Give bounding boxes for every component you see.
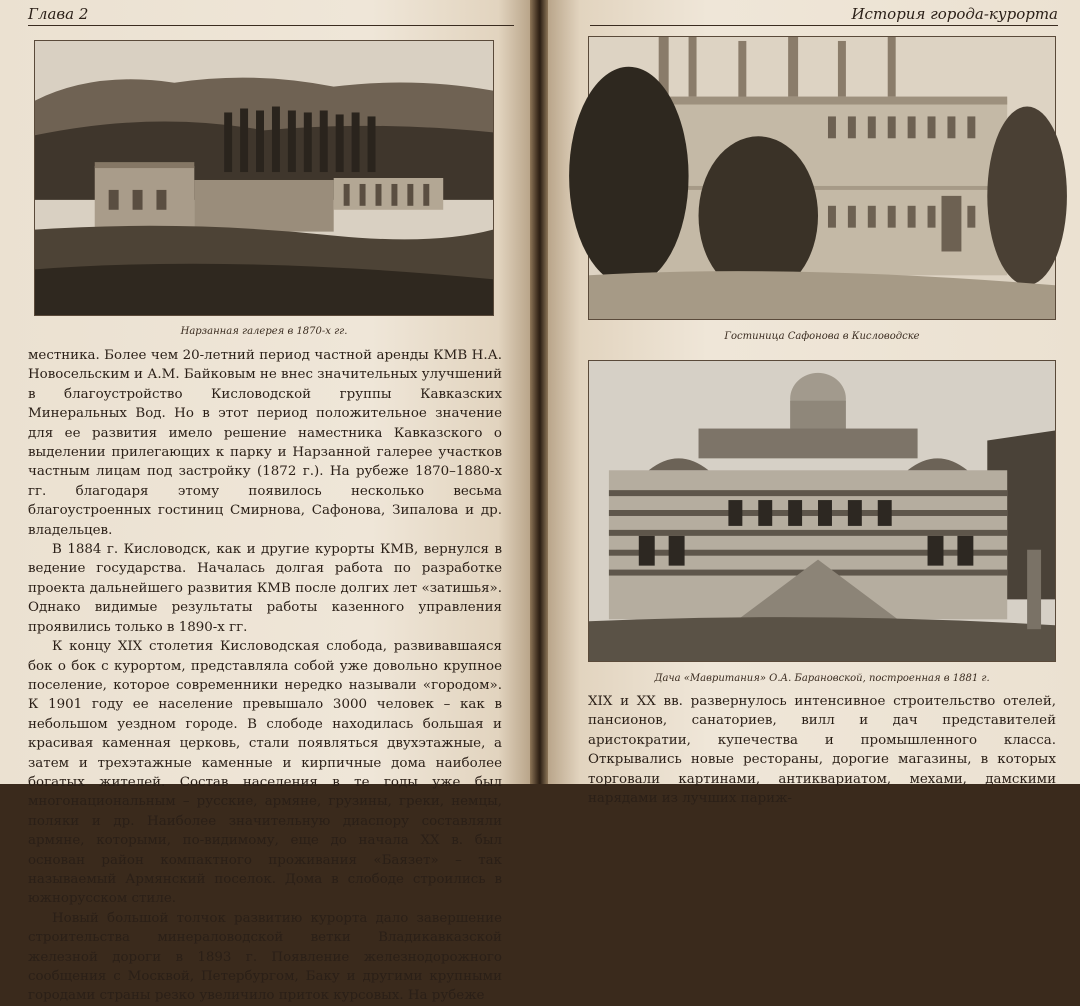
photo-caption-safonov-hotel: Гостиница Сафонова в Кисловодске [724,331,920,342]
paragraph: местника. Более чем 20-летний период частной аренды КМВ Н.А. Новосельским и А.М. Байковым не внес значительных улучшений в благоустройство Кисловодской группы Кавказских Минеральных Вод. Но в этот период положительное значение для ее развития имело решение наместника Кавказского о выделении прилегающих к парку и Нарзанной галерее участков частным лицам под застройку (1872 г.). На рубеже 1870–1880-х гг. благодаря этому появилось несколько весьма благоустроенных гостиниц Смирнова, Сафонова, Зипалова и др. владельцев. [28,348,502,538]
right-body-text [588,692,1056,808]
photo-narzan-gallery [34,40,494,316]
chapter-label: Глава 2 [28,5,89,23]
book-gutter [530,0,548,784]
left-page [0,0,530,1004]
photo-caption-narzan-gallery: Нарзанная галерея в 1870-х гг. [180,326,348,337]
photo-narzan-gallery-image [35,41,493,315]
page-header-right [590,4,1058,26]
photo-mauritania-dacha [588,360,1056,662]
photo-mauritania-dacha-image [589,361,1055,661]
page-header-left [28,4,514,26]
paragraph: XIX и XX вв. развернулось интенсивное строительство отелей, пансионов, санаториев, вилл и дач представителей аристократии, купечества и промышленного класса. Открывались новые рестораны, дорогие магазины, в которых торговали картинами, антиквариатом, мехами, дамскими нарядами из лучших париж- [588,694,1056,807]
paragraph: Новый большой толчок развитию курорта дало завершение строительства минераловодской ветки Владикавказской железной дороги в 1893 г. Появление железнодорожного сообщения с Москвой, Петербургом, Баку и другими крупными городами страны резко увеличило приток курсовых. На рубеже [28,910,502,1004]
paragraph: В 1884 г. Кисловодск, как и другие курорты КМВ, вернулся в ведение государства. Началась долгая работа по разработке проекта дальнейшего развития КМВ после долгих лет «затишья». Однако видимые результаты работы казенного управления проявились только в 1890-х гг. [28,542,502,635]
photo-safonov-hotel-image [589,37,1055,319]
photo-safonov-hotel [588,36,1056,320]
left-body-text [28,346,502,1006]
running-title: История города-курорта [851,5,1058,23]
photo-caption-mauritania-dacha: Дача «Мавритания» О.А. Барановской, построенная в 1881 г. [654,673,990,684]
paragraph: К концу XIX столетия Кисловодская слобода, развивавшаяся бок о бок с курортом, представляла собой уже довольно крупное поселение, которое современники нередко называли «городом». К 1901 году ее население превышало 3000 человек – как в небольшом уездном городе. В слободе находилась большая и красивая каменная церковь, стали появляться двухэтажные, а затем и трехэтажные каменные и кирпичные дома наиболее богатых жителей. Состав населения в те годы уже был многонациональным – русские, армяне, грузины, греки, немцы, поляки и др. Наиболее значительную диаспору составляли армяне, которыми, по-видимому, еще до начала XX в. был основан район компактного проживания «Баязет» – так называемый Армянский поселок. Дома в слободе строились в южнорусском стиле. [28,639,502,907]
right-page [548,0,1080,807]
